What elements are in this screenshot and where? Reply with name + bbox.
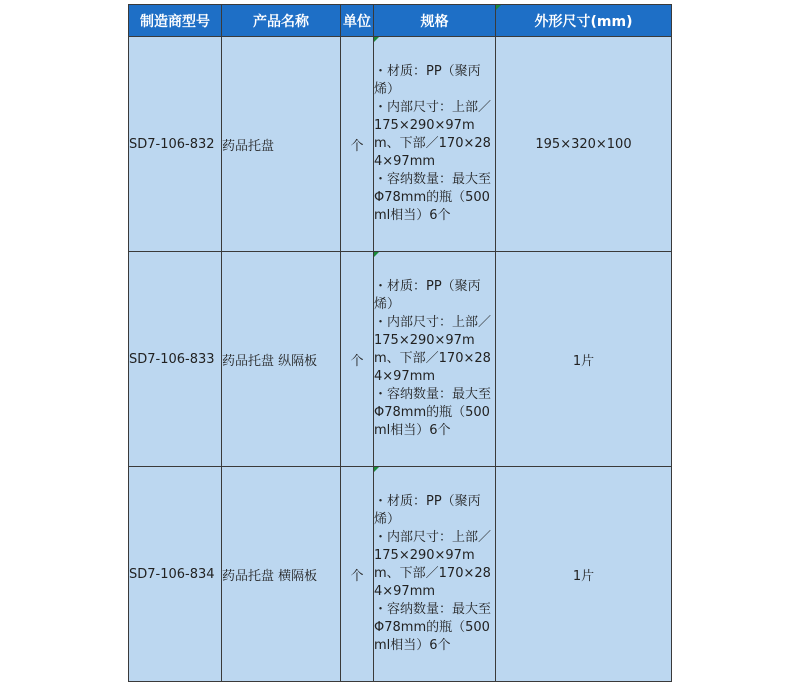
cell-unit: 个	[341, 37, 374, 252]
spec-material: ・材质：PP（聚丙烯）	[374, 494, 481, 527]
cell-name: 药品托盘 纵隔板	[222, 252, 341, 467]
spec-capacity: ・容纳数量：最大至Φ78mm的瓶（500ml相当）6个	[374, 387, 492, 438]
product-spec-table	[128, 4, 672, 682]
cell-unit: 个	[341, 252, 374, 467]
spec-material: ・材质：PP（聚丙烯）	[374, 64, 481, 97]
spec-inner-size: ・内部尺寸：上部／175×290×97mm、下部／170×284×97mm	[374, 530, 492, 599]
cell-unit: 个	[341, 467, 374, 682]
spec-inner-size: ・内部尺寸：上部／175×290×97mm、下部／170×284×97mm	[374, 315, 492, 384]
cell-spec	[374, 37, 496, 252]
spec-material: ・材质：PP（聚丙烯）	[374, 279, 481, 312]
spec-capacity: ・容纳数量：最大至Φ78mm的瓶（500ml相当）6个	[374, 602, 492, 653]
cell-name: 药品托盘 横隔板	[222, 467, 341, 682]
table-row	[129, 467, 672, 682]
comment-marker-icon	[374, 252, 379, 257]
cell-model: SD7-106-834	[129, 467, 222, 682]
cell-dim: 1片	[496, 252, 672, 467]
cell-dim: 195×320×100	[496, 37, 672, 252]
table-row	[129, 37, 672, 252]
header-unit: 单位	[341, 5, 374, 37]
table-header-row	[129, 5, 672, 37]
spec-inner-size: ・内部尺寸：上部／175×290×97mm、下部／170×284×97mm	[374, 100, 492, 169]
cell-dim: 1片	[496, 467, 672, 682]
cell-model: SD7-106-832	[129, 37, 222, 252]
header-dim	[496, 5, 672, 37]
comment-marker-icon	[496, 5, 501, 10]
cell-model: SD7-106-833	[129, 252, 222, 467]
comment-marker-icon	[374, 467, 379, 472]
cell-spec	[374, 467, 496, 682]
header-name: 产品名称	[222, 5, 341, 37]
header-dim-label: 外形尺寸(mm)	[534, 13, 633, 30]
header-spec-label: 规格	[420, 13, 449, 30]
header-spec	[374, 5, 496, 37]
spec-capacity: ・容纳数量：最大至Φ78mm的瓶（500ml相当）6个	[374, 172, 492, 223]
cell-name: 药品托盘	[222, 37, 341, 252]
cell-spec	[374, 252, 496, 467]
comment-marker-icon	[374, 37, 379, 42]
table-row	[129, 252, 672, 467]
header-model: 制造商型号	[129, 5, 222, 37]
